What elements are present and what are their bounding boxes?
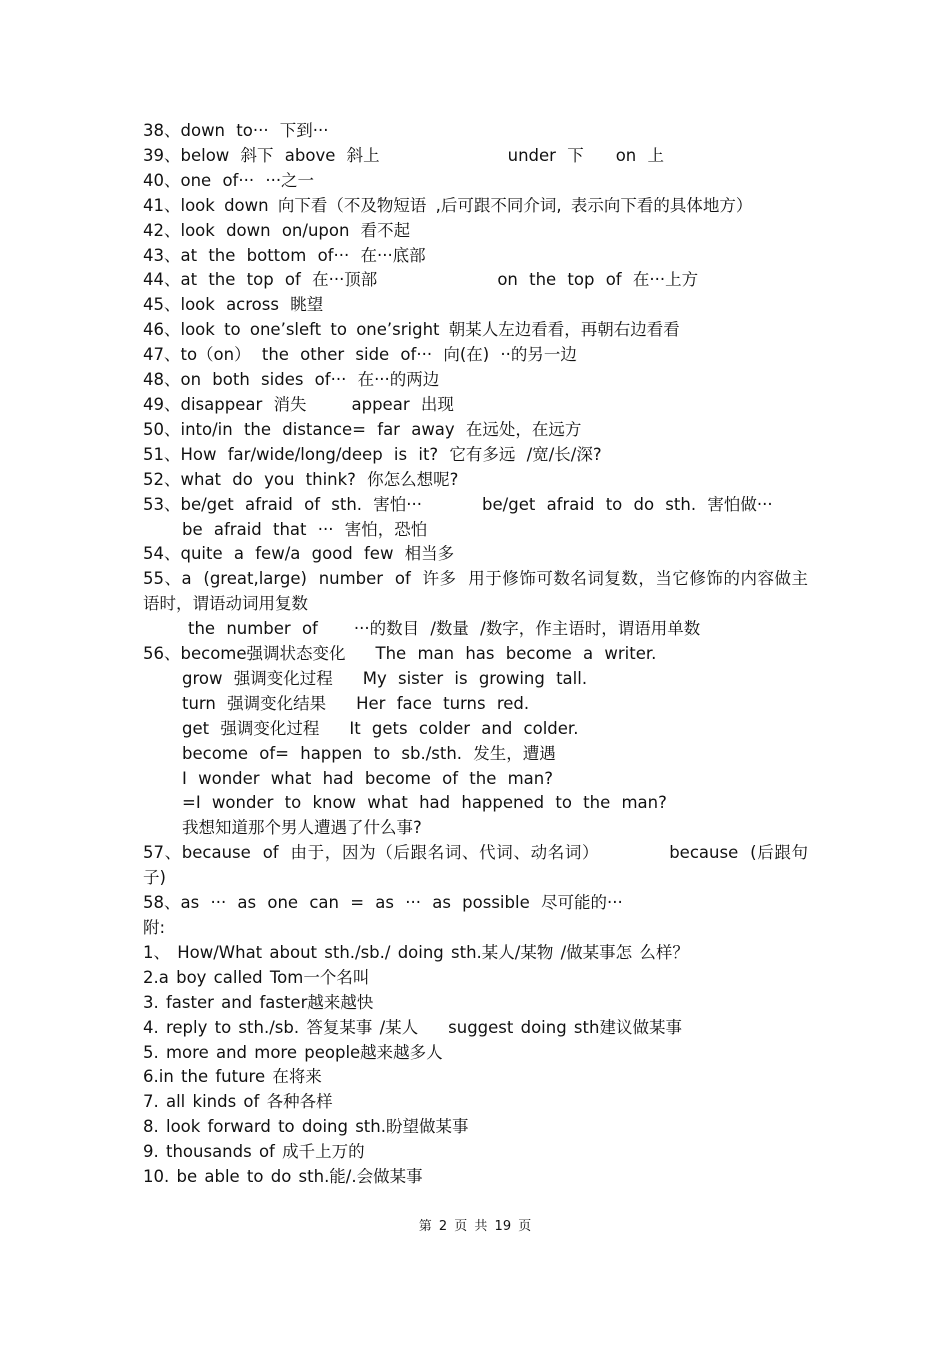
list-item: 53、be/get afraid of sth. 害怕··· be/get afraid to do sth. 害怕做··· [143,494,773,514]
list-item: 6.in the future 在将来 [143,1067,322,1087]
list-item: turn 强调变化结果 Her face turns red. [182,693,530,713]
list-item: 42、look down on/upon 看不起 [143,220,411,240]
list-item: 46、look to one’sleft to one’sright 朝某人左边看看，再朝右边看看 [143,320,680,340]
list-item: 1、 How/What about sth./sb./ doing sth.某人/某物 /做某事怎 么样？ [143,942,689,962]
page-number-footer: 第 2 页 共 19 页 [418,1219,532,1234]
list-item: 7. all kinds of 各种各样 [143,1092,333,1112]
list-item: 我想知道那个男人遭遇了什么事? [182,818,422,838]
list-item: 9. thousands of 成千上万的 [143,1142,365,1162]
list-item: 54、quite a few/a good few 相当多 [143,544,455,564]
list-item: =I wonder to know what had happened to the man? [182,793,667,813]
list-item: 56、become强调状态变化 The man has become a writer. [143,644,657,664]
list-item: 47、to（on） the other side of··· 向(在) ··的另一边 [143,345,577,365]
list-item: I wonder what had become of the man? [182,768,554,788]
list-item: 57、because of 由于，因为（后跟名词、代词、动名词） because (后跟句子) [143,843,808,888]
list-item: 43、at the bottom of··· 在···底部 [143,245,426,265]
list-item: be afraid that ··· 害怕，恐怕 [182,519,428,539]
list-item: 38、down to··· 下到··· [143,121,329,140]
list-item: become of= happen to sb./sth. 发生，遭遇 [182,743,556,763]
vocabulary-list [143,119,808,1190]
list-item: 4. reply to sth./sb. 答复某事 /某人 suggest doing sth建议做某事 [143,1017,682,1037]
list-item: 40、one of··· ···之一 [143,170,315,190]
list-item: 58、as ··· as one can = as ··· as possible 尽可能的··· [143,893,623,913]
list-item: the number of ···的数目 /数量 /数字，作主语时，谓语用单数 [188,619,701,639]
list-item: grow 强调变化过程 My sister is growing tall. [182,668,588,688]
list-item: 55、a (great,large) number of 许多 用于修饰可数名词复数，当它修饰的内容做主语时，谓语动词用复数 [143,569,808,614]
list-item: 51、How far/wide/long/deep is it? 它有多远 /宽/长/深? [143,444,602,464]
list-item: 10. be able to do sth.能/.会做某事 [143,1167,423,1187]
list-item: 44、at the top of 在···顶部 on the top of 在···上方 [143,270,699,290]
list-item: 2.a boy called Tom一个名叫 [143,967,370,987]
list-item: 48、on both sides of··· 在···的两边 [143,370,440,390]
list-item: 5. more and more people越来越多人 [143,1042,443,1062]
list-item: 8. look forward to doing sth.盼望做某事 [143,1117,469,1137]
list-item: get 强调变化过程 It gets colder and colder. [182,718,579,738]
appendix-heading: 附: [143,918,166,937]
list-item: 41、look down 向下看（不及物短语 ,后可跟不同介词, 表示向下看的具体地方） [143,195,753,215]
list-item: 52、what do you think? 你怎么想呢? [143,469,459,489]
list-item: 3. faster and faster越来越快 [143,992,374,1012]
list-item: 50、into/in the distance= far away 在远处，在远方 [143,419,582,439]
list-item: 45、look across 眺望 [143,295,324,315]
list-item: 49、disappear 消失 appear 出现 [143,394,454,414]
list-item: 39、below 斜下 above 斜上 under 下 on 上 [143,145,665,165]
